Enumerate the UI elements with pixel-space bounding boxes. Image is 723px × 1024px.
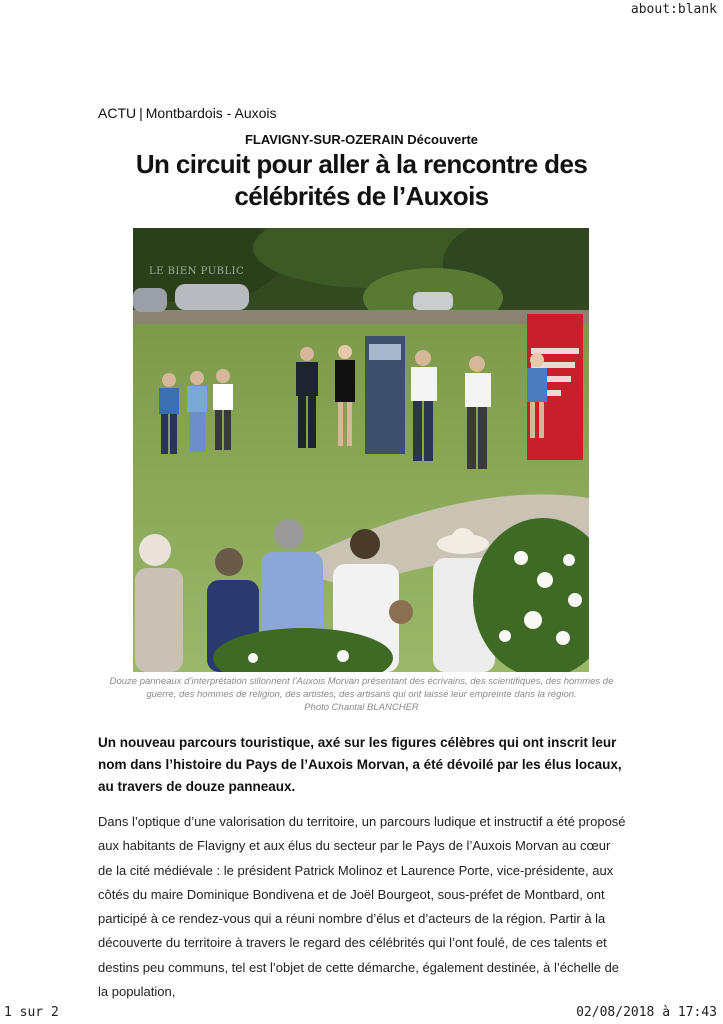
page-counter: 1 sur 2 (4, 1005, 59, 1020)
article-lead: Un nouveau parcours touristique, axé sur les figures célèbres qui ont inscrit leur nom dans l’histoire du Pays de l’Auxois Morvan, a été dévoilé par les élus locaux, au travers de douze panneaux. (98, 735, 622, 794)
print-url: about:blank (630, 2, 717, 17)
breadcrumb-section: ACTU (98, 105, 137, 121)
print-datetime: 02/08/2018 à 17:43 (576, 1005, 717, 1020)
photo-illustration (133, 228, 589, 672)
breadcrumb-location: Montbardois - Auxois (145, 105, 277, 121)
photo-credit: Photo Chantal BLANCHER (304, 702, 419, 713)
article-kicker: FLAVIGNY-SUR-OZERAIN Découverte (244, 132, 479, 147)
article-photo (133, 228, 589, 672)
breadcrumb-separator: | (139, 105, 143, 121)
breadcrumb (98, 105, 277, 121)
photo-caption (98, 675, 625, 714)
article-body: Dans l’optique d’une valorisation du territoire, un parcours ludique et instructif a été proposé aux habitants de Flavigny et aux élus du secteur par le Pays de l’Auxois Morvan au cœur de la cité médiévale : le président Patrick Molinoz et Laurence Porte, vice-présidente, aux côtés du maire Dominique Bondivena et de Joël Bourgeot, sous-préfet de Montbard, ont participé à ce rendez-vous qui a réuni nombre d’élus et d’acteurs de la région. Partir à la découverte du territoire à travers le regard des célébrités qui l’ont foulé, de ces talents et destins peu communs, tel est l’objet de cette démarche, également destinée, à l’échelle de la population, (98, 814, 626, 1000)
article-headline: Un circuit pour aller à la rencontre des célébrités de l’Auxois (135, 149, 588, 211)
photo-watermark: LE BIEN PUBLIC (149, 266, 245, 277)
photo-caption-text: Douze panneaux d’interprétation sillonnent l’Auxois Morvan présentant des écrivains, des scientifiques, des hommes de guerre, des hommes de religion, des artistes, des artisans qui ont laissé leur empreinte dans la région. (109, 676, 614, 700)
